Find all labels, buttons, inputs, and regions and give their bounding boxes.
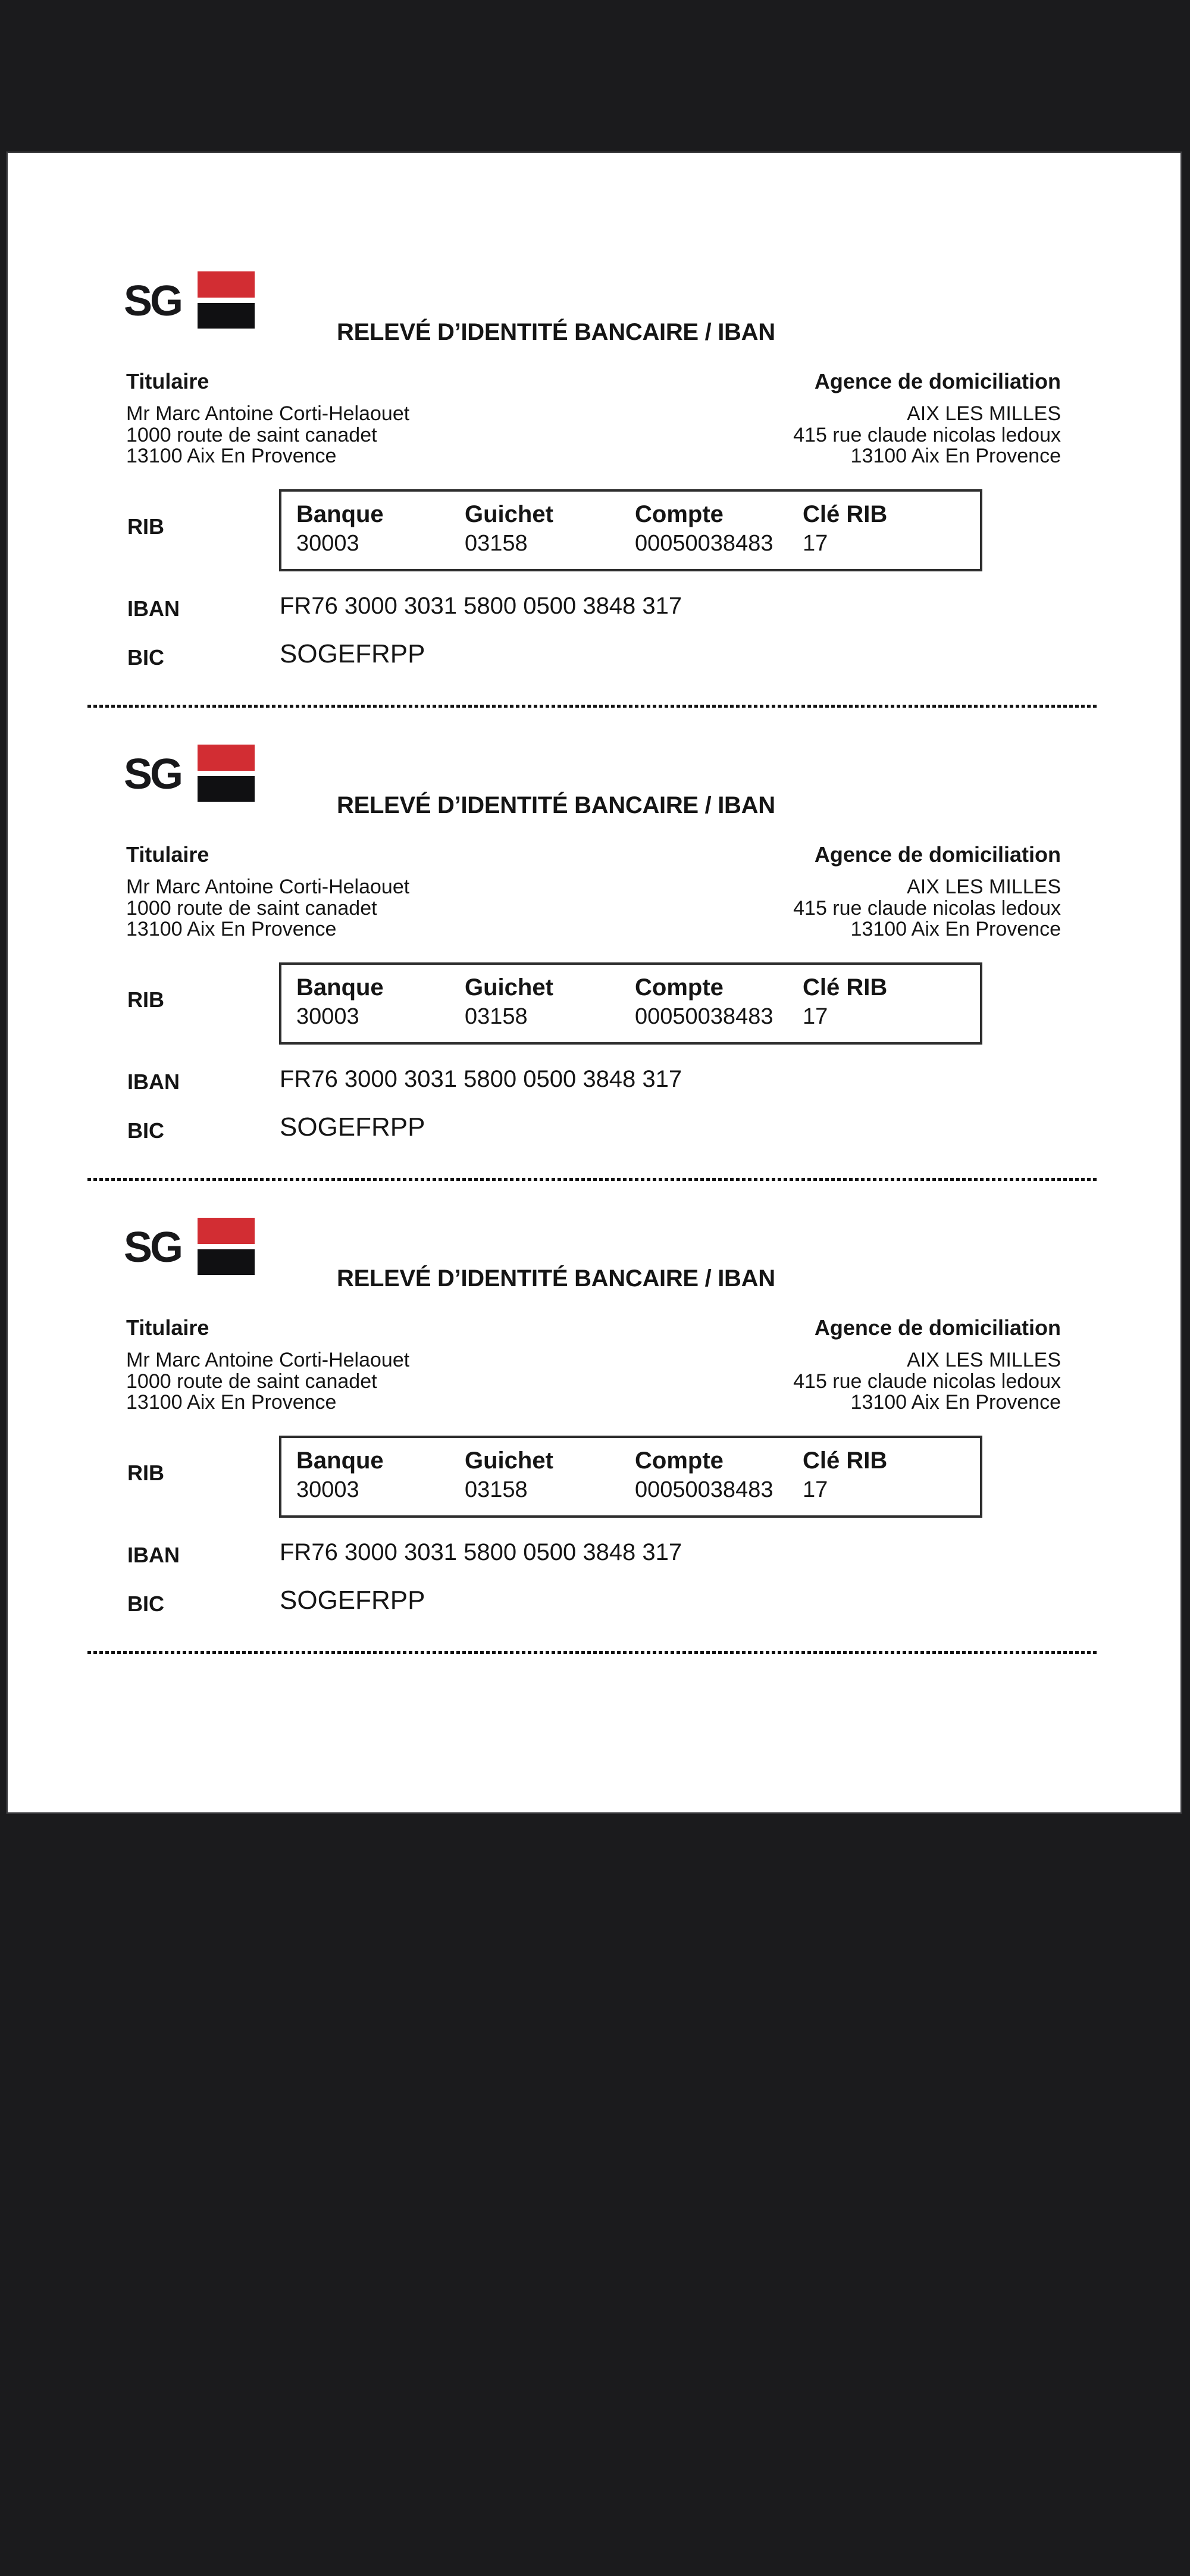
document-title: RELEVÉ D’IDENTITÉ BANCAIRE / IBAN [337,1265,775,1292]
holder-name: Mr Marc Antoine Corti-Helaouet [126,1349,410,1371]
agency-city: 13100 Aix En Provence [850,918,1061,940]
document-page [8,153,1180,1812]
agency-street: 415 rue claude nicolas ledoux [793,896,1061,920]
sg-logo-text: SG [124,277,181,325]
sg-logo-red-square-icon [198,271,255,298]
holder-city: 13100 Aix En Provence [126,445,337,467]
rib-value-banque: 30003 [296,1477,359,1502]
agency-name: AIX LES MILLES [907,402,1061,425]
document-title: RELEVÉ D’IDENTITÉ BANCAIRE / IBAN [337,319,775,345]
rib-value-cle: 17 [803,1004,828,1029]
document-title: RELEVÉ D’IDENTITÉ BANCAIRE / IBAN [337,792,775,818]
iban-label: IBAN [127,1070,180,1094]
rib-slip [8,745,1180,1218]
agency-street: 415 rue claude nicolas ledoux [793,423,1061,446]
agency-street: 415 rue claude nicolas ledoux [793,1370,1061,1393]
rib-value-guichet: 03158 [465,1477,528,1502]
iban-value: FR76 3000 3031 5800 0500 3848 317 [280,1539,682,1565]
agency-name: AIX LES MILLES [907,876,1061,898]
dotted-separator [87,1178,1099,1181]
sg-logo-black-square-icon [198,776,255,802]
bic-value: SOGEFRPP [280,1112,425,1142]
agency-address [793,1350,1061,1414]
iban-label: IBAN [127,1543,180,1567]
rib-label: RIB [127,1461,164,1485]
iban-value: FR76 3000 3031 5800 0500 3848 317 [280,1066,682,1092]
bic-value: SOGEFRPP [280,639,425,668]
rib-col-banque: Banque [296,974,384,1001]
holder-section-label: Titulaire [126,1315,209,1340]
rib-col-guichet: Guichet [465,501,553,527]
sg-logo-red-square-icon [198,1218,255,1244]
iban-value: FR76 3000 3031 5800 0500 3848 317 [280,593,682,619]
rib-col-cle: Clé RIB [803,501,888,527]
rib-value-compte: 00050038483 [635,1004,774,1029]
rib-slip [8,1218,1180,1691]
agency-address [793,877,1061,940]
holder-section-label: Titulaire [126,369,209,393]
holder-section-label: Titulaire [126,842,209,867]
rib-col-banque: Banque [296,1448,384,1474]
agency-section-label: Agence de domiciliation [814,842,1061,867]
bic-value: SOGEFRPP [280,1586,425,1615]
rib-value-banque: 30003 [296,1004,359,1029]
iban-label: IBAN [127,596,180,621]
rib-table [279,489,982,571]
agency-section-label: Agence de domiciliation [814,369,1061,393]
holder-name: Mr Marc Antoine Corti-Helaouet [126,402,410,425]
rib-col-compte: Compte [635,974,724,1001]
agency-name: AIX LES MILLES [907,1349,1061,1371]
holder-address [126,1350,409,1414]
rib-col-guichet: Guichet [465,974,553,1001]
sg-logo-text: SG [124,1224,181,1271]
holder-city: 13100 Aix En Provence [126,1391,337,1414]
holder-street: 1000 route de saint canadet [126,896,377,920]
agency-section-label: Agence de domiciliation [814,1315,1061,1340]
rib-col-cle: Clé RIB [803,974,888,1001]
rib-col-compte: Compte [635,501,724,527]
agency-address [793,404,1061,467]
sg-logo-red-square-icon [198,745,255,771]
rib-col-cle: Clé RIB [803,1448,888,1474]
bic-label: BIC [127,1592,164,1616]
rib-label: RIB [127,987,164,1012]
rib-table [279,1436,982,1518]
holder-street: 1000 route de saint canadet [126,1370,377,1393]
bic-label: BIC [127,645,164,670]
rib-value-banque: 30003 [296,531,359,556]
rib-value-compte: 00050038483 [635,531,774,556]
bic-label: BIC [127,1118,164,1143]
rib-label: RIB [127,514,164,539]
rib-table [279,962,982,1045]
rib-col-guichet: Guichet [465,1448,553,1474]
agency-city: 13100 Aix En Provence [850,1391,1061,1414]
rib-value-cle: 17 [803,1477,828,1502]
sg-logo-black-square-icon [198,1249,255,1275]
rib-value-guichet: 03158 [465,531,528,556]
rib-slip [8,271,1180,745]
holder-address [126,404,409,467]
sg-logo-text: SG [124,751,181,798]
rib-col-banque: Banque [296,501,384,527]
rib-value-guichet: 03158 [465,1004,528,1029]
rib-value-cle: 17 [803,531,828,556]
holder-name: Mr Marc Antoine Corti-Helaouet [126,876,410,898]
dotted-separator [87,1651,1099,1654]
rib-value-compte: 00050038483 [635,1477,774,1502]
holder-street: 1000 route de saint canadet [126,423,377,446]
sg-logo-black-square-icon [198,303,255,329]
agency-city: 13100 Aix En Provence [850,445,1061,467]
holder-city: 13100 Aix En Provence [126,918,337,940]
holder-address [126,877,409,940]
dotted-separator [87,705,1099,708]
rib-col-compte: Compte [635,1448,724,1474]
